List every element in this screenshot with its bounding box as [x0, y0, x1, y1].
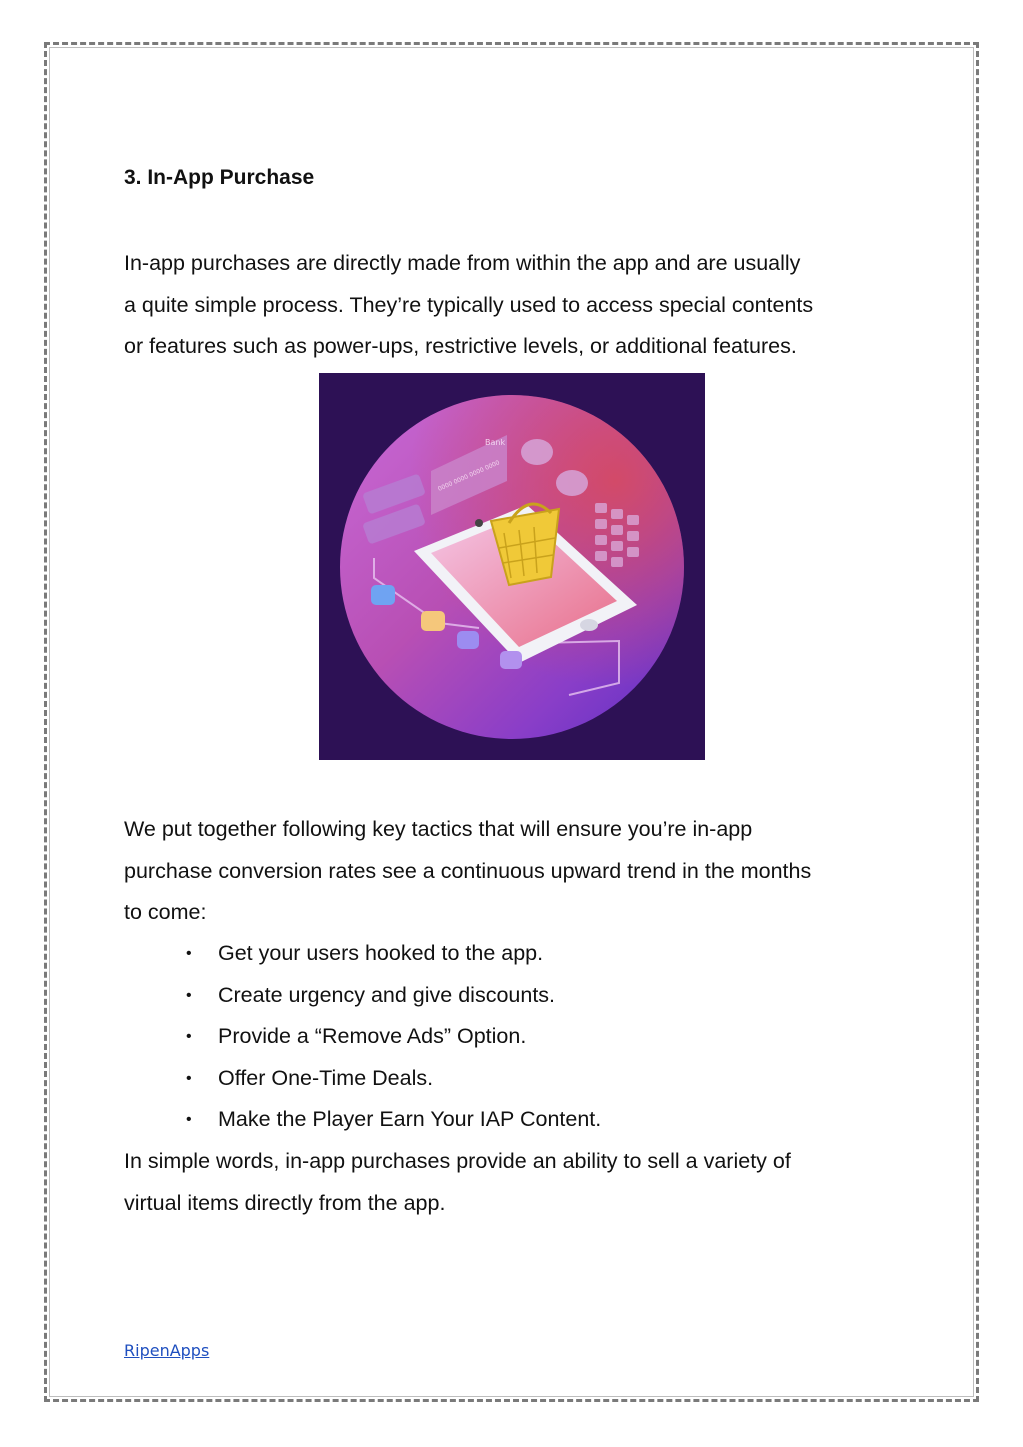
conclusion-paragraph	[124, 1141, 791, 1224]
list-item-text: Create urgency and give discounts.	[218, 982, 556, 1007]
intro-line: or features such as power-ups, restrictive levels, or additional features.	[124, 334, 797, 358]
tactics-intro-paragraph	[124, 809, 811, 934]
in-app-purchase-illustration	[319, 373, 705, 760]
tactics-intro-line: We put together following key tactics that will ensure you’re in-app	[124, 817, 753, 841]
check-icon	[371, 585, 395, 605]
tactics-intro-line: to come:	[124, 900, 207, 924]
bullet-marker: •	[186, 1111, 192, 1128]
conclusion-line: In simple words, in-app purchases provide an ability to sell a variety of	[124, 1149, 791, 1173]
lock-icon	[500, 651, 522, 669]
bullet-marker: •	[186, 945, 192, 962]
thumbs-up-icon	[457, 631, 479, 649]
tactics-list	[186, 933, 601, 1141]
intro-line: In-app purchases are directly made from within the app and are usually	[124, 251, 801, 275]
heart-icon	[421, 611, 445, 631]
conclusion-line: virtual items directly from the app.	[124, 1190, 446, 1215]
bullet-marker: •	[186, 986, 192, 1004]
list-item	[186, 1099, 601, 1141]
bullet-marker: •	[186, 1069, 192, 1087]
illustration-svg	[319, 373, 705, 760]
bullet-marker: •	[186, 1028, 192, 1045]
list-item	[186, 975, 601, 1017]
list-item-text: Make the Player Earn Your IAP Content.	[218, 1107, 602, 1131]
list-item-text: Get your users hooked to the app.	[218, 941, 544, 965]
list-item-text: Offer One-Time Deals.	[218, 1065, 434, 1090]
list-item-text: Provide a “Remove Ads” Option.	[218, 1024, 527, 1048]
ripenapps-link[interactable]: RipenApps	[124, 1341, 210, 1360]
section-heading: 3. In-App Purchase	[124, 166, 315, 189]
list-item	[186, 1058, 601, 1100]
tactics-intro-line: purchase conversion rates see a continuous upward trend in the months	[124, 858, 812, 883]
intro-line: a quite simple process. They’re typically used to access special contents	[124, 292, 814, 317]
intro-paragraph	[124, 243, 813, 368]
list-item	[186, 1016, 601, 1058]
bank-card-label: Bank	[485, 438, 506, 447]
bank-card-number: 0000 0000 0000 0000	[436, 459, 501, 493]
list-item	[186, 933, 601, 975]
